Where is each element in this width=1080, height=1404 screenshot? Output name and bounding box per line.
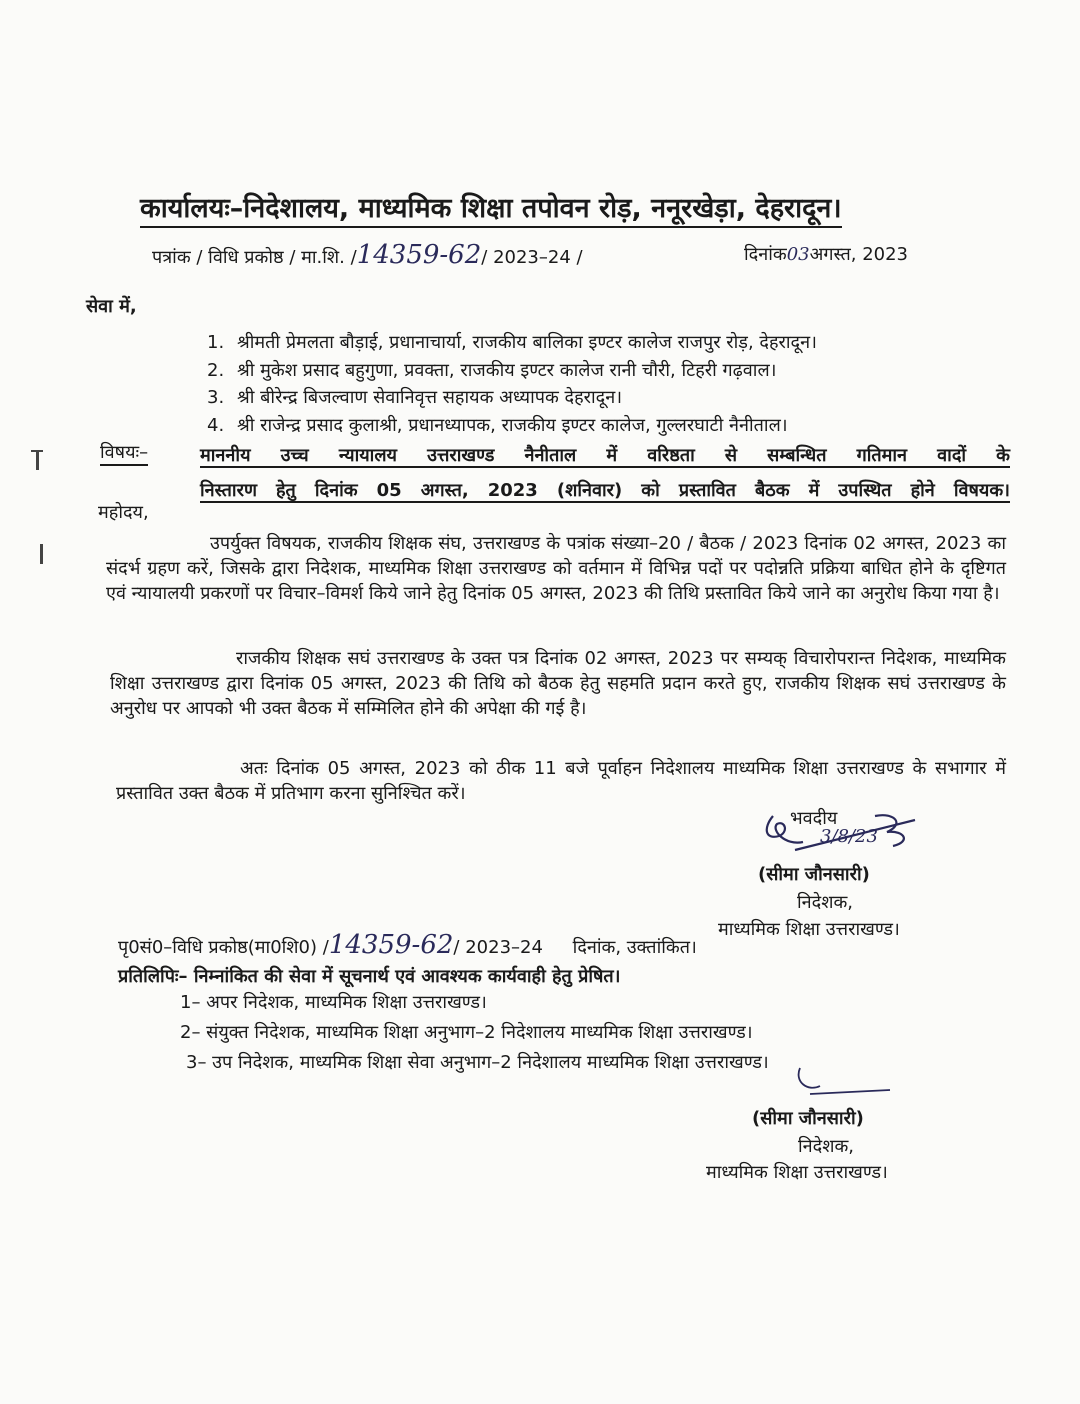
body-paragraph-1 (106, 531, 1006, 606)
ref-prefix: पत्रांक / विधि प्रकोष्ठ / मा.शि. / (152, 247, 357, 268)
recipient-item (207, 385, 622, 409)
endorsement-ref-prefix: पृ0सं0–विधि प्रकोष्ठ(मा0शि0) / (118, 937, 329, 958)
signatory-designation: निदेशक, (797, 892, 853, 913)
initial-scribble (790, 1060, 900, 1100)
signature-date-handwritten: 3/8/23 (820, 826, 878, 847)
paragraph-text: उपर्युक्त विषयक, राजकीय शिक्षक संघ, उत्तराखण्ड के पत्रांक संख्या–20 / बैठक / 2023 दिनांक 02 अगस्त, 2023 का संदर्भ ग्रहण करें, जिसके द्वारा निदेशक, माध्यमिक शिक्षा उत्तराखण्ड को वर्तमान में विभिन्न पदों पर पदोन्नति प्रक्रिया बाधित होने के दृष्टिगत एवं न्यायालयी प्रकरणों पर विचार–विमर्श किये जाने हेतु दिनांक 05 अगस्त, 2023 की तिथि प्रस्तावित किये जाने का अनुरोध किया गया है। (106, 533, 1006, 604)
signatory-designation-2: निदेशक, (798, 1136, 854, 1157)
endorsement-date: दिनांक, उक्तांकित। (572, 937, 697, 958)
date-suffix: अगस्त, 2023 (809, 244, 909, 265)
signatory-department: माध्यमिक शिक्षा उत्तराखण्ड। (718, 919, 900, 940)
date-line (744, 242, 908, 266)
office-heading: कार्यालयः–निदेशालय, माध्यमिक शिक्षा तपोवन रोड़, ननूरखेड़ा, देहरादून। (140, 188, 842, 228)
subject-line-2: निस्तारण हेतु दिनांक 05 अगस्त, 2023 (शनिवार) को प्रस्तावित बैठक में उपस्थित होने विषयक। (200, 480, 1010, 501)
margin-mark (36, 452, 39, 470)
recipient-text: श्री मुकेश प्रसाद बहुगुणा, प्रवक्ता, राजकीय इण्टर कालेज रानी चौरी, टिहरी गढ़वाल। (237, 360, 777, 381)
recipient-item (207, 358, 776, 382)
subject-line-1: माननीय उच्च न्यायालय उत्तराखण्ड नैनीताल में वरिष्ठता से सम्बन्धित गतिमान वादों के (200, 445, 1010, 466)
recipient-number: 4. (207, 415, 225, 436)
signatory-name: (सीमा जौनसारी) (758, 864, 870, 885)
signatory-name-2: (सीमा जौनसारी) (752, 1108, 864, 1129)
cc-item: 3– उप निदेशक, माध्यमिक शिक्षा सेवा अनुभाग–2 निदेशालय माध्यमिक शिक्षा उत्तराखण्ड। (186, 1052, 769, 1073)
recipient-number: 3. (207, 387, 225, 408)
recipient-item (207, 330, 817, 354)
date-day-handwritten: 03 (786, 244, 810, 265)
margin-mark (40, 544, 43, 564)
signatory-department-2: माध्यमिक शिक्षा उत्तराखण्ड। (706, 1162, 888, 1183)
endorsement-ref-line (118, 930, 697, 960)
ref-suffix: / 2023–24 / (481, 247, 583, 268)
date-prefix: दिनांक (744, 244, 787, 265)
cc-item: 2– संयुक्त निदेशक, माध्यमिक शिक्षा अनुभाग–2 निदेशालय माध्यमिक शिक्षा उत्तराखण्ड। (180, 1022, 753, 1043)
reference-line (152, 240, 583, 270)
paragraph-text: अतः दिनांक 05 अगस्त, 2023 को ठीक 11 बजे पूर्वाहन निदेशालय माध्यमिक शिक्षा उत्तराखण्ड के सभागार में प्रस्तावित उक्त बैठक में प्रतिभाग करना सुनिश्चित करें। (116, 758, 1006, 804)
endorsement-ref-number-handwritten: 14359-62 (328, 930, 454, 960)
body-paragraph-2 (110, 646, 1006, 721)
recipient-item (207, 413, 788, 437)
recipient-number: 1. (207, 332, 225, 353)
recipient-text: श्रीमती प्रेमलता बौड़ाई, प्रधानाचार्या, राजकीय बालिका इण्टर कालेज राजपुर रोड़, देहरादून। (237, 332, 817, 353)
recipient-text: श्री बीरेन्द्र बिजल्वाण सेवानिवृत्त सहायक अध्यापक देहरादून। (237, 387, 623, 408)
subject-text (200, 438, 1010, 508)
cc-heading: प्रतिलिपिः– निम्नांकित की सेवा में सूचनार्थ एवं आवश्यक कार्यवाही हेतु प्रेषित। (118, 966, 621, 987)
cc-item: 1– अपर निदेशक, माध्यमिक शिक्षा उत्तराखण्ड। (180, 992, 487, 1013)
ref-number-handwritten: 14359-62 (356, 240, 482, 270)
closing: भवदीय (790, 808, 838, 829)
recipient-text: श्री राजेन्द्र प्रसाद कुलाश्री, प्रधानध्यापक, राजकीय इण्टर कालेज, गुल्लरघाटी नैनीताल। (237, 415, 788, 436)
endorsement-ref-suffix: / 2023–24 (453, 937, 543, 958)
margin-mark (31, 450, 43, 452)
paragraph-text: राजकीय शिक्षक सघं उत्तराखण्ड के उक्त पत्र दिनांक 02 अगस्त, 2023 पर सम्यक् विचारोपरान्त निदेशक, माध्यमिक शिक्षा उत्तराखण्ड द्वारा दिनांक 05 अगस्त, 2023 की तिथि को बैठक हेतु सहमति प्रदान करते हुए, राजकीय शिक्षक सघं उत्तराखण्ड के अनुरोध पर आपको भी उक्त बैठक में सम्मिलित होने की अपेक्षा की गई है। (110, 648, 1006, 719)
salutation-to: सेवा में, (86, 296, 137, 317)
greeting: महोदय, (98, 502, 149, 523)
body-paragraph-3 (116, 756, 1006, 806)
subject-label: विषयः– (100, 440, 148, 466)
recipient-number: 2. (207, 360, 225, 381)
